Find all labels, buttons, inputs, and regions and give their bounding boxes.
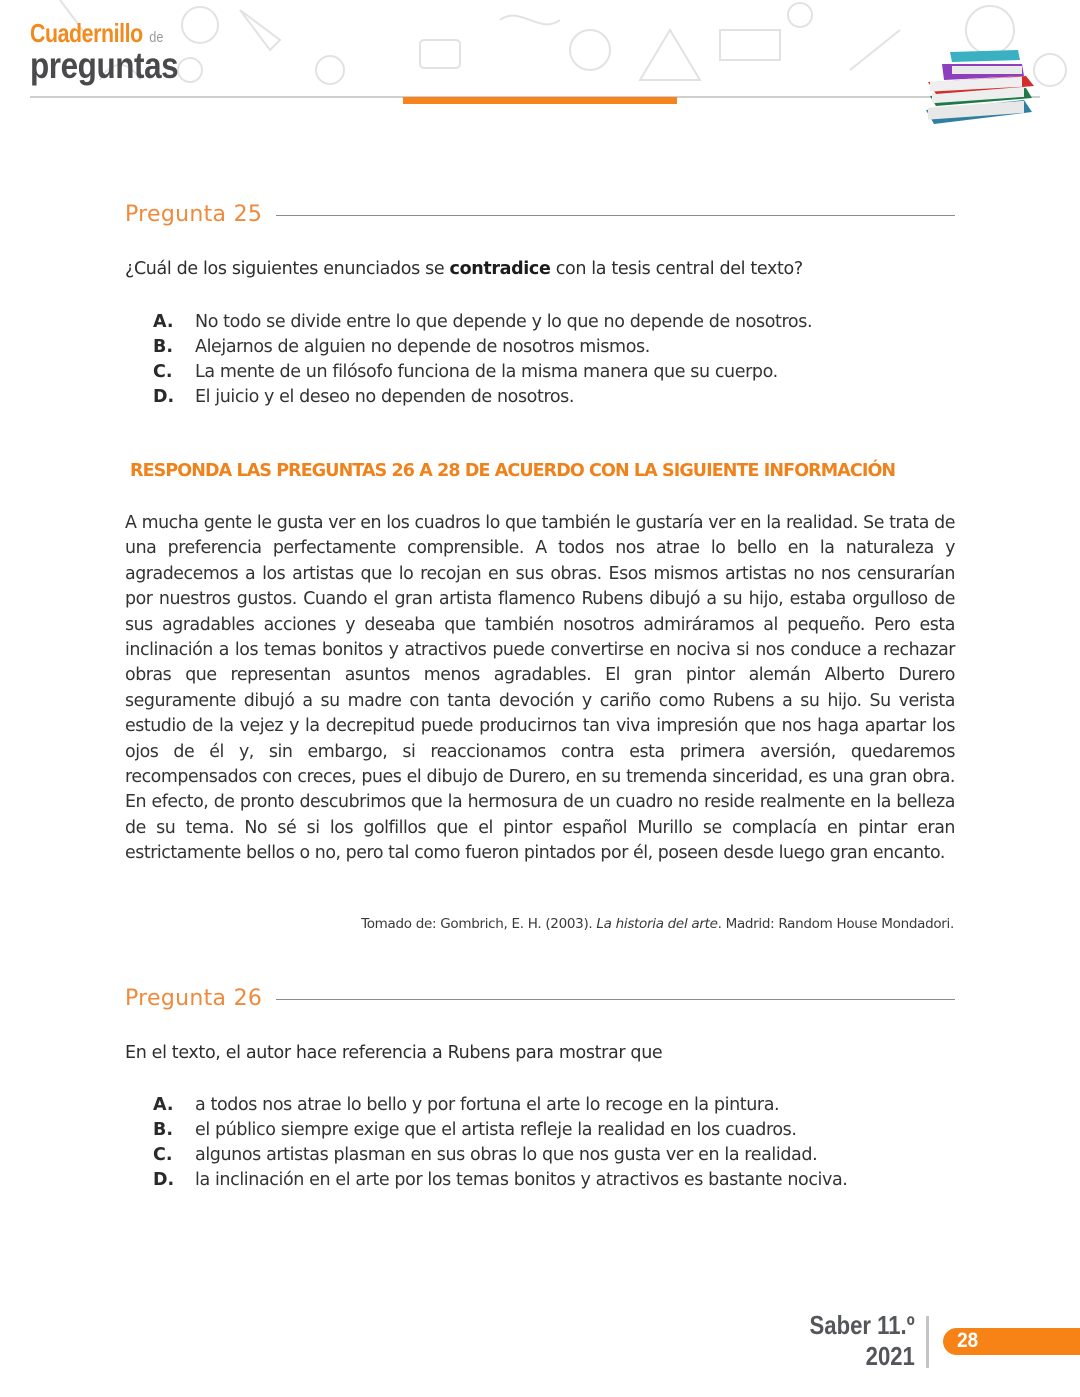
- brand-title-preguntas: preguntas: [30, 45, 179, 86]
- footer-exam-label: [790, 1310, 915, 1372]
- option-c[interactable]: C. La mente de un filósofo funciona de la misma manera que su cuerpo.: [153, 361, 778, 382]
- brand-logo: [30, 18, 204, 86]
- page-number-badge: [943, 1328, 1080, 1355]
- page-number: 28: [957, 1329, 979, 1352]
- option-c[interactable]: C. algunos artistas plasman en sus obras lo que nos gusta ver en la realidad.: [153, 1144, 818, 1165]
- option-a[interactable]: A. No todo se divide entre lo que depende y lo que no depende de nosotros.: [153, 311, 813, 332]
- option-b[interactable]: B. Alejarnos de alguien no depende de nosotros mismos.: [153, 336, 650, 357]
- question-25-title: Pregunta 25: [125, 202, 263, 227]
- question-26-options: [153, 1092, 847, 1192]
- option-d[interactable]: D. la inclinación en el arte por los temas bonitos y atractivos es bastante nociva.: [153, 1169, 848, 1190]
- question-25-options: [153, 309, 812, 409]
- brand-title-de: de: [148, 29, 163, 46]
- option-a[interactable]: A. a todos nos atrae lo bello y por fortuna el arte lo recoge en la pintura.: [153, 1094, 780, 1115]
- heading-rule: [276, 999, 955, 1000]
- question-26-title: Pregunta 26: [125, 986, 263, 1011]
- heading-rule: [276, 215, 955, 216]
- passage-citation: Tomado de: Gombrich, E. H. (2003). La historia del arte. Madrid: Random House Mondadori.: [361, 916, 954, 932]
- question-26-stem: En el texto, el autor hace referencia a Rubens para mostrar que: [125, 1043, 663, 1063]
- exam-name: Saber 11.º: [809, 1310, 915, 1340]
- brand-title-cuadernillo: Cuadernillo: [30, 18, 143, 48]
- book-title: La historia del arte: [596, 916, 718, 932]
- instruction-heading: RESPONDA LAS PREGUNTAS 26 A 28 DE ACUERDO CON LA SIGUIENTE INFORMACIÓN: [130, 461, 896, 481]
- option-d[interactable]: D. El juicio y el deseo no dependen de nosotros.: [153, 386, 575, 407]
- stack-of-books-icon: [922, 44, 1040, 128]
- header-accent-bar: [403, 97, 677, 104]
- option-b[interactable]: B. el público siempre exige que el artista refleje la realidad en los cuadros.: [153, 1119, 797, 1140]
- exam-year: 2021: [865, 1341, 915, 1371]
- question-25-heading: [125, 202, 955, 227]
- emphasis-contradice: contradice: [449, 259, 551, 279]
- footer-divider: [926, 1316, 929, 1368]
- question-26-heading: [125, 986, 955, 1011]
- reading-passage: A mucha gente le gusta ver en los cuadros lo que también le gustaría ver en la realidad. Se trata de una preferencia perfectamente comprensible. A todos nos atrae lo bello en la naturaleza y agradecemos a los artistas que lo recojan en sus obras. Esos mismos artistas no nos censurarían por nuestros gustos. Cuando el gran artista flamenco Rubens dibujó a su hijo, estaba orgulloso de sus agradables acciones y deseaba que también nosotros admiráramos al pequeño. Pero esta inclinación a los temas bonitos y atractivos puede convertirse en nociva si nos conduce a rechazar obras que representan asuntos menos agradables. El gran pintor alemán Alberto Durero seguramente dibujó a su madre con tanta devoción y cariño como Rubens a su hijo. Su verista estudio de la vejez y la decrepitud puede producirnos tan viva impresión que nos haga apartar los ojos de él y, sin embargo, si reaccionamos contra esta primera aversión, quedaremos recompensados con creces, pues el dibujo de Durero, en su tremenda sinceridad, es una gran obra. En efecto, de pronto descubrimos que la hermosura de un cuadro no reside realmente en la belleza de su tema. No sé si los golfillos que el pintor español Murillo se complacía en pintar eran estrictamente bellos o no, pero tal como fueron pintados por él, poseen desde luego gran encanto.: [125, 513, 955, 864]
- page-header: [0, 0, 1080, 130]
- question-25-stem: ¿Cuál de los siguientes enunciados se contradice con la tesis central del texto?: [125, 259, 803, 279]
